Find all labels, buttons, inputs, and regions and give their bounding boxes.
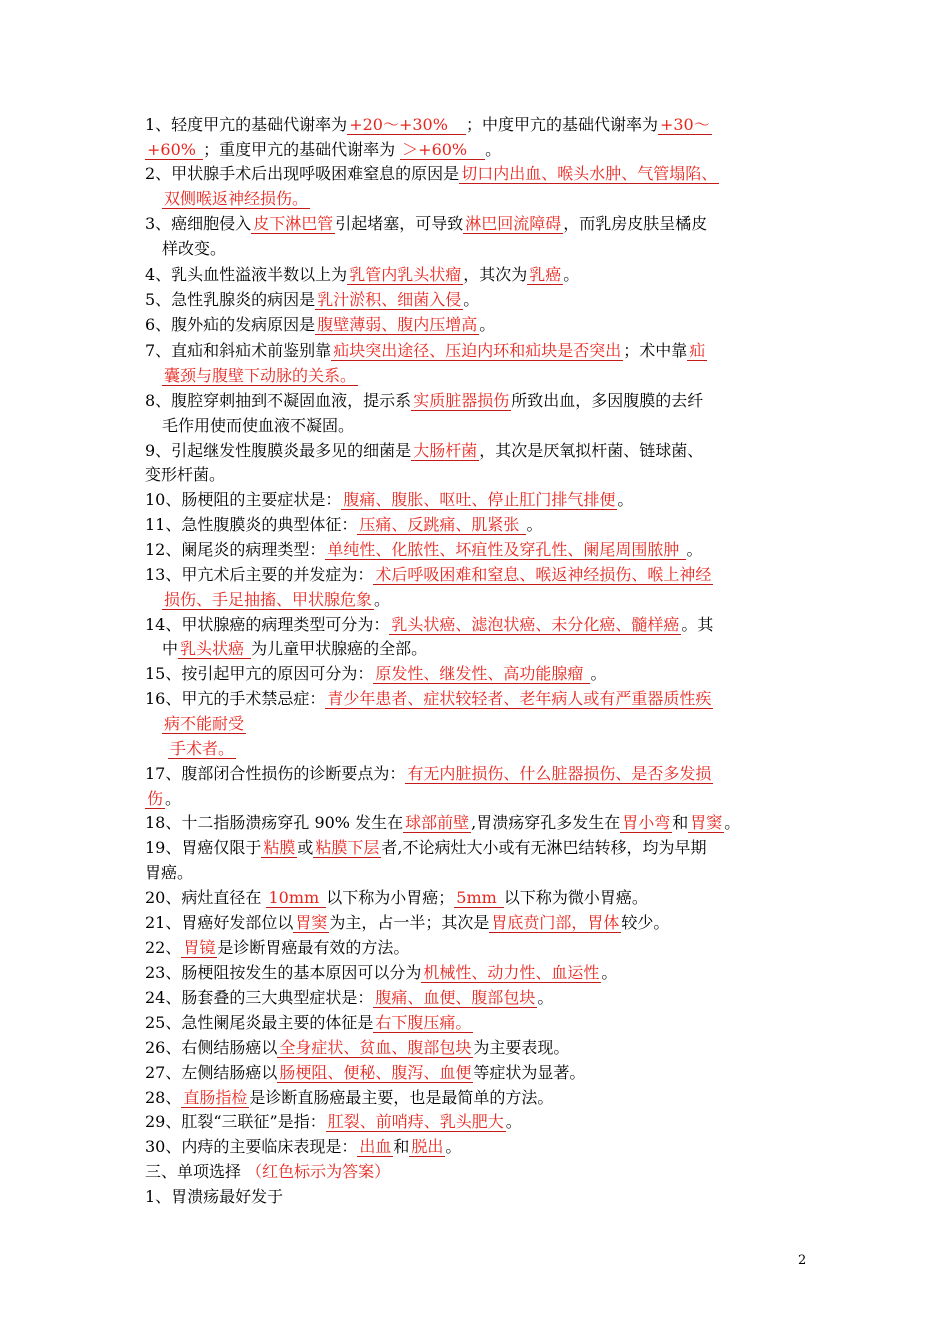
question-text: 16、甲亢的手术禁忌症： — [145, 689, 326, 708]
answer-blank: 手术者。 — [170, 739, 235, 758]
fill-blank-item-12 — [145, 538, 810, 562]
fill-blank-item-14 — [145, 613, 810, 637]
answer-blank: 切口内出血、喉头水肿、气管塌陷、 — [461, 164, 718, 183]
question-text: 。 — [526, 515, 543, 534]
answer-blank: 粘膜 — [263, 838, 296, 857]
fill-blank-item-3-cont — [162, 237, 810, 261]
section-title: 三、单项选择 — [145, 1162, 247, 1181]
fill-blank-item-21 — [145, 911, 810, 935]
fill-blank-item-18 — [145, 811, 810, 835]
answer-blank: 损伤、手足抽搐、甲状腺危象 — [164, 590, 373, 609]
fill-blank-item-1-cont — [145, 138, 810, 162]
answer-blank: 右下腹压痛。 — [375, 1013, 472, 1032]
answer-blank: 脱出 — [411, 1137, 444, 1156]
question-text: 。 — [479, 315, 496, 334]
question-text: 者,不论病灶大小或有无淋巴结转移，均为早期 — [381, 838, 707, 857]
page-number: 2 — [798, 1253, 807, 1268]
fill-blank-item-9-cont — [145, 463, 810, 487]
answer-blank: 双侧喉返神经损伤。 — [164, 189, 309, 208]
question-text: ；术中靠 — [623, 341, 688, 360]
question-text: 26、右侧结肠癌以 — [145, 1038, 278, 1057]
question-text: 4、乳头血性溢液半数以上为 — [145, 265, 348, 284]
question-text: 3、癌细胞侵入 — [145, 214, 252, 233]
fill-blank-item-26 — [145, 1036, 810, 1060]
question-text: 以下称为小胃癌； — [326, 888, 455, 907]
fill-blank-item-7-cont — [162, 364, 810, 388]
fill-blank-item-15 — [145, 662, 810, 686]
question-text: ；重度甲亢的基础代谢率为 — [203, 140, 401, 159]
question-text: 10、肠梗阻的主要症状是： — [145, 490, 342, 509]
answer-blank: 单纯性、化脓性、坏疽性及穿孔性、阑尾周围脓肿 — [327, 540, 685, 559]
answer-blank: 乳癌 — [529, 265, 562, 284]
answer-blank: 胃底贲门部，胃体 — [491, 913, 620, 932]
fill-blank-item-13 — [145, 563, 810, 587]
question-text: 。 — [724, 813, 741, 832]
question-text: ，其次为 — [463, 265, 528, 284]
answer-blank: 乳汁淤积、细菌入侵 — [317, 290, 462, 309]
fill-blank-item-8 — [145, 389, 810, 413]
question-text: 。 — [617, 490, 634, 509]
question-text: 12、阑尾炎的病理类型： — [145, 540, 326, 559]
question-text: 或 — [297, 838, 314, 857]
question-text: 。 — [485, 140, 502, 159]
fill-blank-item-11 — [145, 513, 810, 537]
fill-blank-item-16 — [145, 687, 810, 711]
question-text: 是诊断胃癌最有效的方法。 — [217, 938, 410, 957]
fill-blank-item-29 — [145, 1110, 810, 1134]
answer-blank: 病不能耐受 — [164, 714, 245, 733]
question-text: 中 — [162, 639, 179, 658]
section-note: （红色标示为答案） — [246, 1162, 391, 1181]
question-text: 。 — [686, 540, 703, 559]
question-text: 。 — [505, 1112, 522, 1131]
fill-blank-item-6 — [145, 313, 810, 337]
answer-blank: 胃窦 — [690, 813, 723, 832]
fill-blank-item-19-cont — [145, 861, 810, 885]
answer-blank: 原发性、继发性、高功能腺瘤 — [375, 664, 589, 683]
answer-blank: 机械性、动力性、血运性 — [423, 963, 600, 982]
answer-blank: 乳管内乳头状瘤 — [349, 265, 462, 284]
fill-blank-item-19 — [145, 836, 810, 860]
fill-blank-item-23 — [145, 961, 810, 985]
question-text: 24、肠套叠的三大典型症状是： — [145, 988, 374, 1007]
question-text: 为主要表现。 — [473, 1038, 570, 1057]
question-text: 。 — [165, 789, 182, 808]
question-text: 6、腹外疝的发病原因是 — [145, 315, 316, 334]
question-text: 25、急性阑尾炎最主要的体征是 — [145, 1013, 374, 1032]
answer-blank: 大肠杆菌 — [413, 441, 478, 460]
question-text: 。 — [590, 664, 607, 683]
question-text: 和 — [672, 813, 689, 832]
question-text: 等症状为显著。 — [473, 1063, 586, 1082]
fill-blank-item-2-cont — [162, 187, 810, 211]
question-text: 是诊断直肠癌最主要，也是最简单的方法。 — [249, 1088, 554, 1107]
question-text: 20、病灶直径在 — [145, 888, 267, 907]
answer-blank: 乳头状癌 — [180, 639, 250, 658]
fill-blank-item-14-cont — [162, 637, 810, 661]
answer-blank: 5mm — [456, 888, 502, 907]
answer-blank: 术后呼吸困难和窒息、喉返神经损伤、喉上神经 — [375, 565, 712, 584]
question-text: 以下称为微小胃癌。 — [503, 888, 648, 907]
question-text: 7、直疝和斜疝术前鉴别靠 — [145, 341, 332, 360]
answer-blank: 青少年患者、症状较轻者、老年病人或有严重器质性疾 — [327, 689, 712, 708]
fill-blank-item-25 — [145, 1011, 810, 1035]
question-text: 14、甲状腺癌的病理类型可分为： — [145, 615, 390, 634]
question-text: 。 — [563, 265, 580, 284]
answer-blank: 胃小弯 — [622, 813, 671, 832]
fill-blank-item-3 — [145, 212, 810, 236]
question-text: 29、肛裂“三联征”是指： — [145, 1112, 326, 1131]
question-text: 。其 — [681, 615, 714, 634]
answer-blank: 10mm — [268, 888, 325, 907]
answer-blank: 球部前壁 — [405, 813, 470, 832]
answer-blank: 疝块突出途径、压迫内环和疝块是否突出 — [333, 341, 622, 360]
question-text: 为主，占一半；其次是 — [329, 913, 490, 932]
question-text: 22、 — [145, 938, 182, 957]
answer-blank: 疝 — [689, 341, 706, 360]
answer-blank: 腹痛、血便、腹部包块 — [375, 988, 536, 1007]
answer-blank: 胃窦 — [295, 913, 328, 932]
question-text: 。 — [445, 1137, 462, 1156]
answer-blank: +60% — [147, 140, 202, 159]
question-1: 1、胃溃疡最好发于 — [145, 1187, 284, 1206]
question-text: 。 — [374, 590, 391, 609]
fill-blank-item-1 — [145, 113, 810, 137]
answer-blank: 全身症状、贫血、腹部包块 — [279, 1038, 472, 1057]
answer-blank: 出血 — [359, 1137, 392, 1156]
question-text: 2、甲状腺手术后出现呼吸困难窒息的原因是 — [145, 164, 460, 183]
question-text: 19、胃癌仅限于 — [145, 838, 262, 857]
answer-blank: 伤 — [147, 789, 164, 808]
fill-blank-item-10 — [145, 488, 810, 512]
question-text: 18、十二指肠溃疡穿孔 90% 发生在 — [145, 813, 404, 832]
fill-blank-item-17 — [145, 762, 810, 786]
fill-blank-item-24 — [145, 986, 810, 1010]
question-text: 。 — [463, 290, 480, 309]
question-text: 5、急性乳腺炎的病因是 — [145, 290, 316, 309]
fill-blank-item-16-cont — [162, 712, 810, 736]
question-text: 引起堵塞，可导致 — [335, 214, 464, 233]
question-text: 所致出血，多因腹膜的去纤 — [511, 391, 704, 410]
question-text: 17、腹部闭合性损伤的诊断要点为： — [145, 764, 406, 783]
fill-blank-item-20 — [145, 886, 810, 910]
fill-blank-item-28 — [145, 1086, 810, 1110]
fill-blank-item-4 — [145, 263, 810, 287]
question-text: ,胃溃疡穿孔多发生在 — [471, 813, 621, 832]
fill-blank-item-17-cont — [145, 787, 810, 811]
question-text: 15、按引起甲亢的原因可分为： — [145, 664, 374, 683]
answer-blank: 粘膜下层 — [315, 838, 380, 857]
question-text: 样改变。 — [162, 239, 227, 258]
question-text: 为儿童甲状腺癌的全部。 — [251, 639, 428, 658]
question-text: ，而乳房皮肤呈橘皮 — [563, 214, 708, 233]
answer-blank: 腹壁薄弱、腹内压增高 — [317, 315, 478, 334]
answer-blank: 囊颈与腹壁下动脉的关系。 — [164, 366, 357, 385]
question-text: 13、甲亢术后主要的并发症为： — [145, 565, 374, 584]
question-text: 23、肠梗阻按发生的基本原因可以分为 — [145, 963, 422, 982]
question-text: 27、左侧结肠癌以 — [145, 1063, 278, 1082]
question-text: 毛作用使而使血液不凝固。 — [162, 416, 355, 435]
question-text: 21、胃癌好发部位以 — [145, 913, 294, 932]
question-text: 30、内痔的主要临床表现是： — [145, 1137, 358, 1156]
answer-blank: 胃镜 — [183, 938, 216, 957]
question-text: 和 — [393, 1137, 410, 1156]
answer-blank: 有无内脏损伤、什么脏器损伤、是否多发损 — [407, 764, 712, 783]
answer-blank: 腹痛、腹胀、呕吐、停止肛门排气排便 — [343, 490, 616, 509]
fill-blank-item-13-cont — [162, 588, 810, 612]
answer-blank: 肠梗阻、便秘、腹泻、血便 — [279, 1063, 472, 1082]
question-text: 9、引起继发性腹膜炎最多见的细菌是 — [145, 441, 412, 460]
question-text: 8、腹腔穿刺抽到不凝固血液，提示系 — [145, 391, 412, 410]
question-text: ，其次是厌氧拟杆菌、链球菌、 — [479, 441, 704, 460]
answer-blank: +30～ — [659, 115, 710, 134]
question-text: 较少。 — [621, 913, 670, 932]
question-text: 11、急性腹膜炎的典型体征： — [145, 515, 358, 534]
fill-blank-item-8-cont — [162, 414, 810, 438]
question-text: 。 — [601, 963, 618, 982]
fill-blank-item-2 — [145, 162, 810, 186]
question-text: 28、 — [145, 1088, 182, 1107]
answer-blank: ＞+60% — [402, 140, 484, 159]
answer-blank: 压痛、反跳痛、肌紧张 — [359, 515, 525, 534]
answer-blank: 淋巴回流障碍 — [465, 214, 562, 233]
answer-blank: 皮下淋巴管 — [253, 214, 334, 233]
fill-blank-item-22 — [145, 936, 810, 960]
section-heading — [145, 1160, 810, 1184]
question-text: 变形杆菌。 — [145, 465, 226, 484]
answer-blank: 实质脏器损伤 — [413, 391, 510, 410]
answer-blank: 乳头状癌、滤泡状癌、未分化癌、髓样癌 — [391, 615, 680, 634]
answer-blank: 肛裂、前哨痔、乳头肥大 — [327, 1112, 504, 1131]
answer-blank: 直肠指检 — [183, 1088, 248, 1107]
fill-blank-item-27 — [145, 1061, 810, 1085]
answer-blank: +20～+30% — [349, 115, 464, 134]
fill-blank-item-9 — [145, 439, 810, 463]
fill-blank-item-5 — [145, 288, 810, 312]
question-text: 。 — [537, 988, 554, 1007]
question-text: ；中度甲亢的基础代谢率为 — [465, 115, 658, 134]
question-text: 胃癌。 — [145, 863, 194, 882]
question-text: 1、轻度甲亢的基础代谢率为 — [145, 115, 348, 134]
fill-blank-item-7 — [145, 339, 810, 363]
fill-blank-item-16-cont2 — [168, 737, 810, 761]
fill-blank-item-30 — [145, 1135, 810, 1159]
